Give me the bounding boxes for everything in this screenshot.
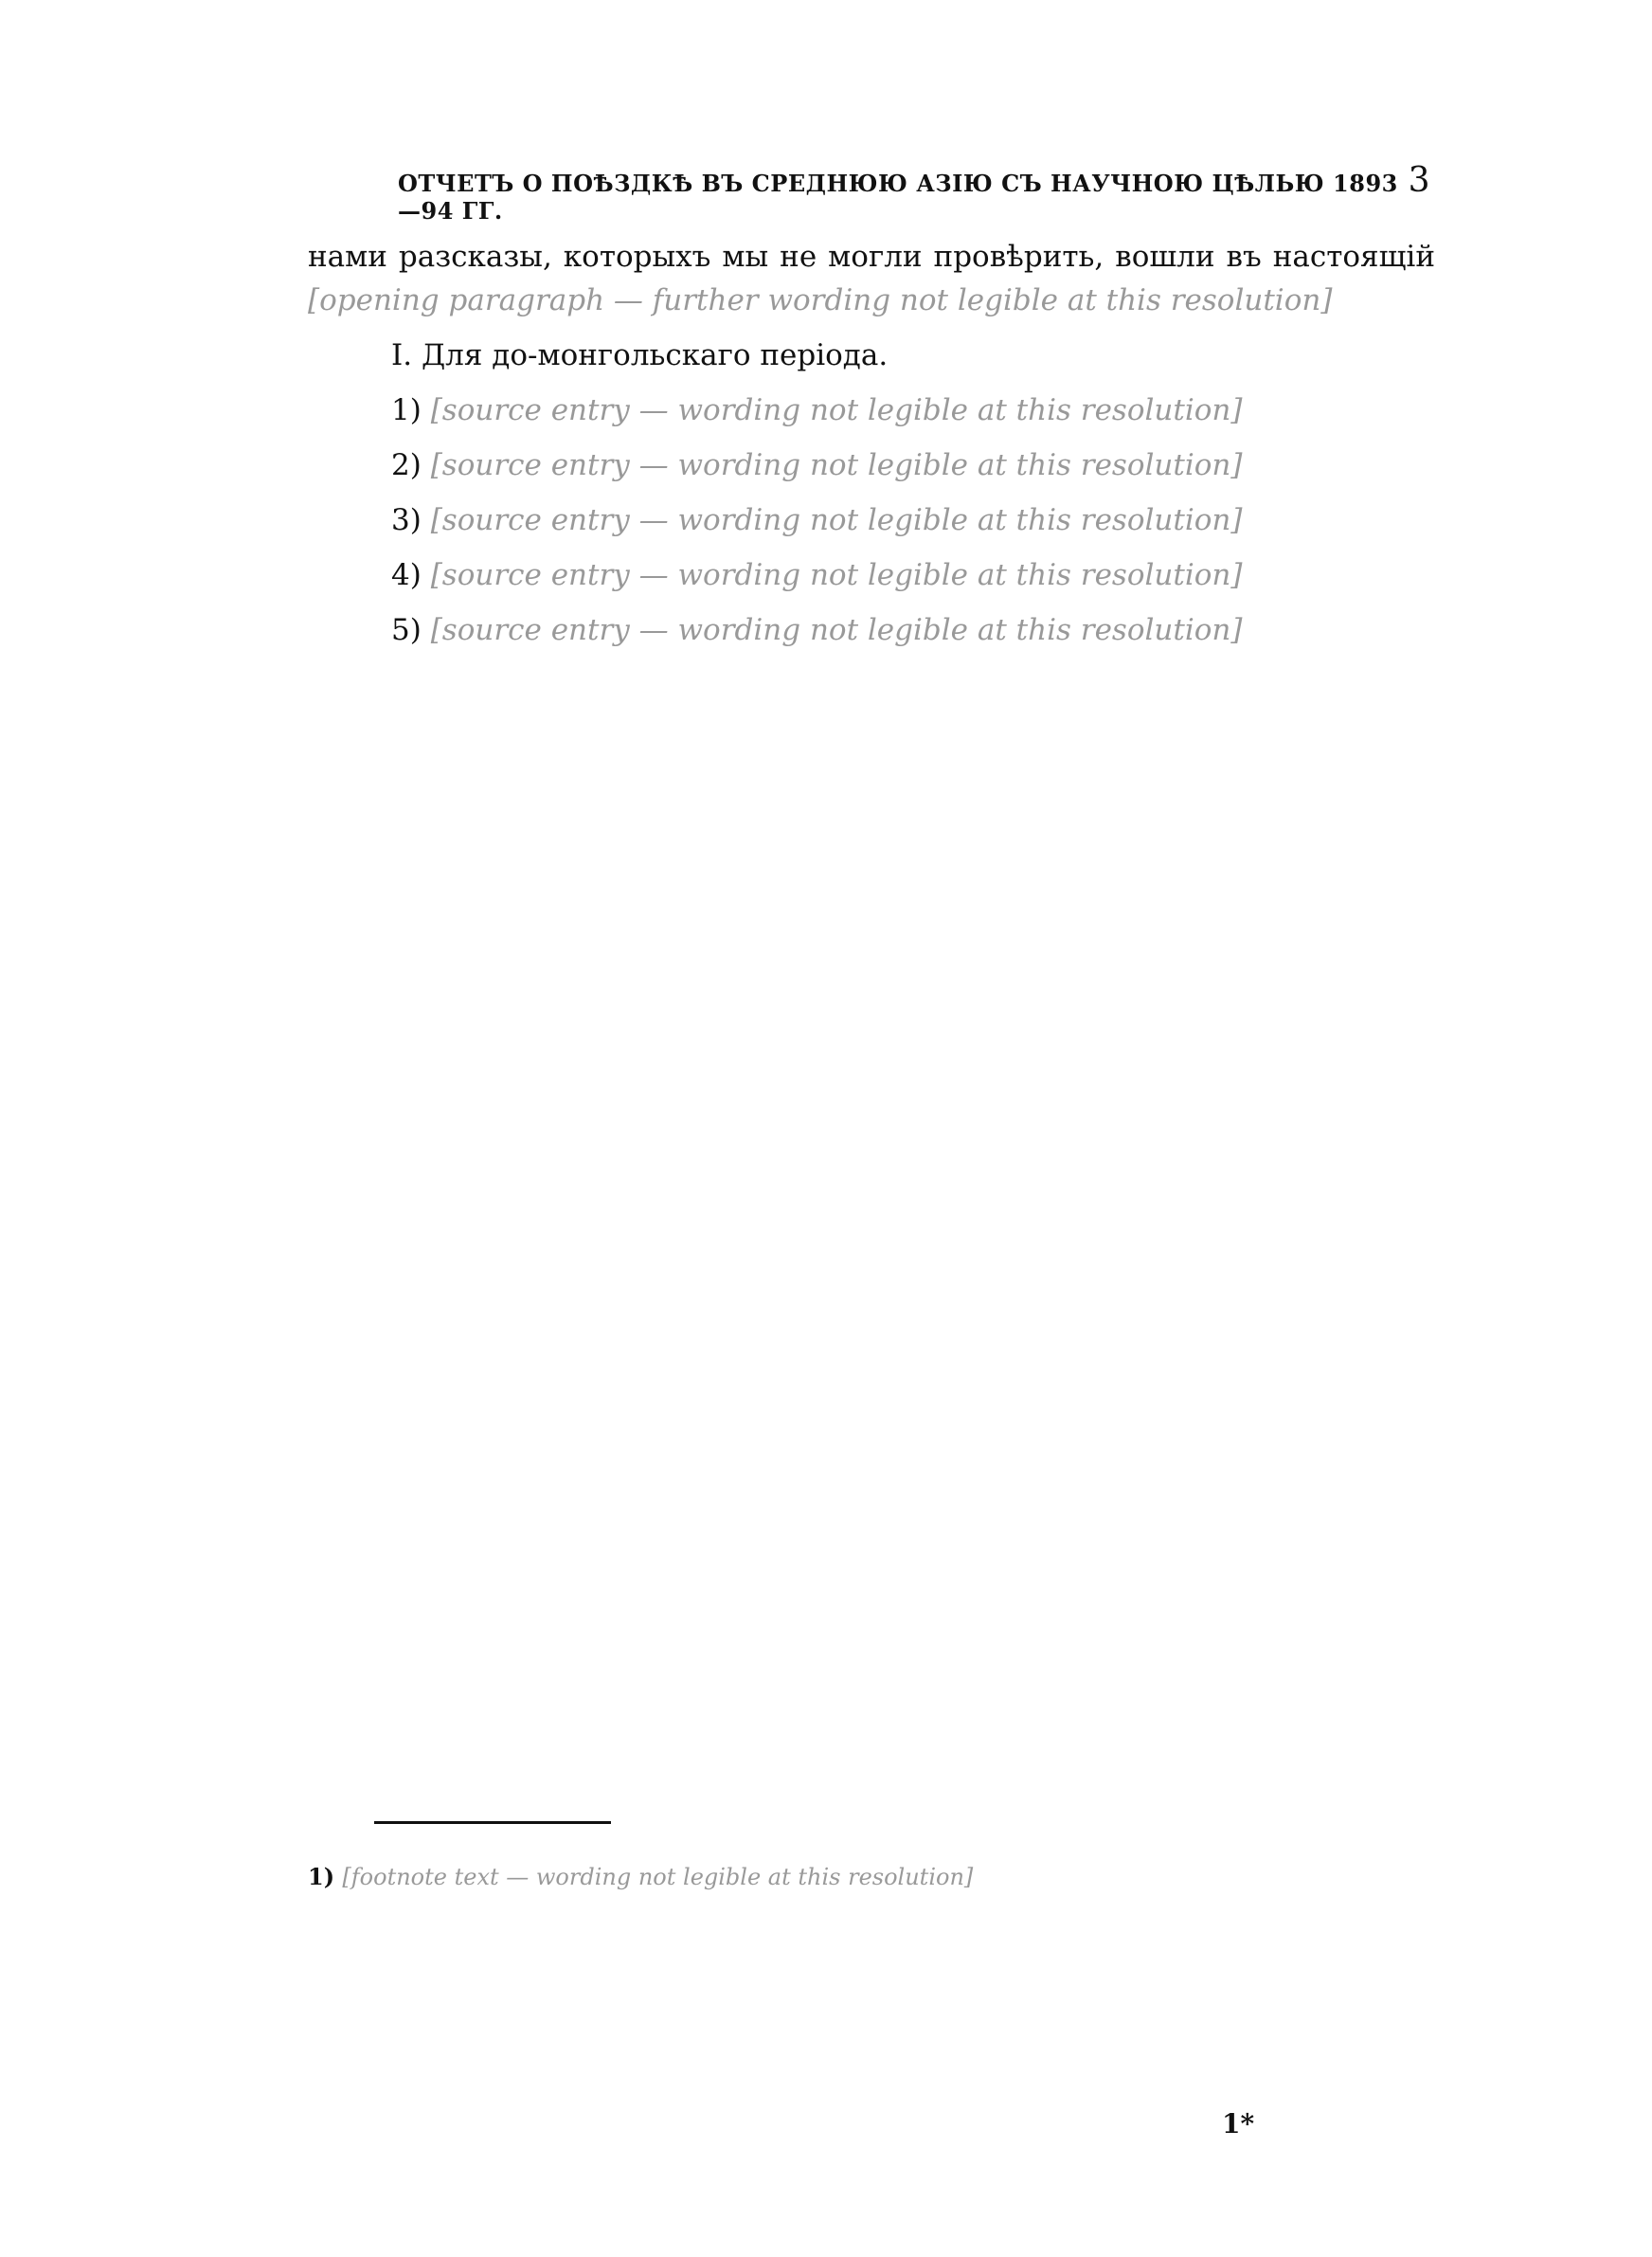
item-note: [source entry — wording not legible at this resolution] — [430, 558, 1243, 592]
body-text — [308, 235, 1435, 663]
item-number: 1) — [391, 393, 422, 427]
list-item — [308, 388, 1435, 432]
item-note: [source entry — wording not legible at this resolution] — [430, 613, 1243, 647]
footnote-note: [footnote text — wording not legible at this resolution] — [342, 1864, 974, 1890]
item-note: [source entry — wording not legible at this resolution] — [430, 393, 1243, 427]
running-title: ОТЧЕТЪ О ПОѢЗДКѢ ВЪ СРЕДНЮЮ АЗІЮ СЪ НАУЧНОЮ ЦѢЛЬЮ 1893—94 ГГ. — [398, 170, 1398, 225]
page-number: 3 — [1408, 161, 1430, 200]
item-note: [source entry — wording not legible at this resolution] — [430, 448, 1243, 482]
list-item — [308, 443, 1435, 487]
footnote — [308, 1859, 1435, 1895]
item-number: 2) — [391, 448, 422, 482]
item-number: 5) — [391, 613, 422, 647]
section-heading: I. Для до-монгольскаго періода. — [391, 338, 889, 372]
item-number: 3) — [391, 503, 422, 537]
running-header — [398, 161, 1430, 225]
list-item — [308, 553, 1435, 597]
item-number: 4) — [391, 558, 422, 592]
list-item — [308, 498, 1435, 542]
item-note: [source entry — wording not legible at this resolution] — [430, 503, 1243, 537]
signature-mark: 1* — [1222, 2108, 1255, 2140]
list-item — [308, 608, 1435, 652]
opening-paragraph — [308, 235, 1435, 322]
footnote-rule — [374, 1821, 611, 1824]
opening-line: нами разсказы, которыхъ мы не могли провѣрить, вошли въ настоящій — [308, 240, 1435, 274]
footnote-marker: 1) — [308, 1863, 335, 1890]
opening-note: [opening paragraph — further wording not legible at this resolution] — [308, 283, 1333, 317]
